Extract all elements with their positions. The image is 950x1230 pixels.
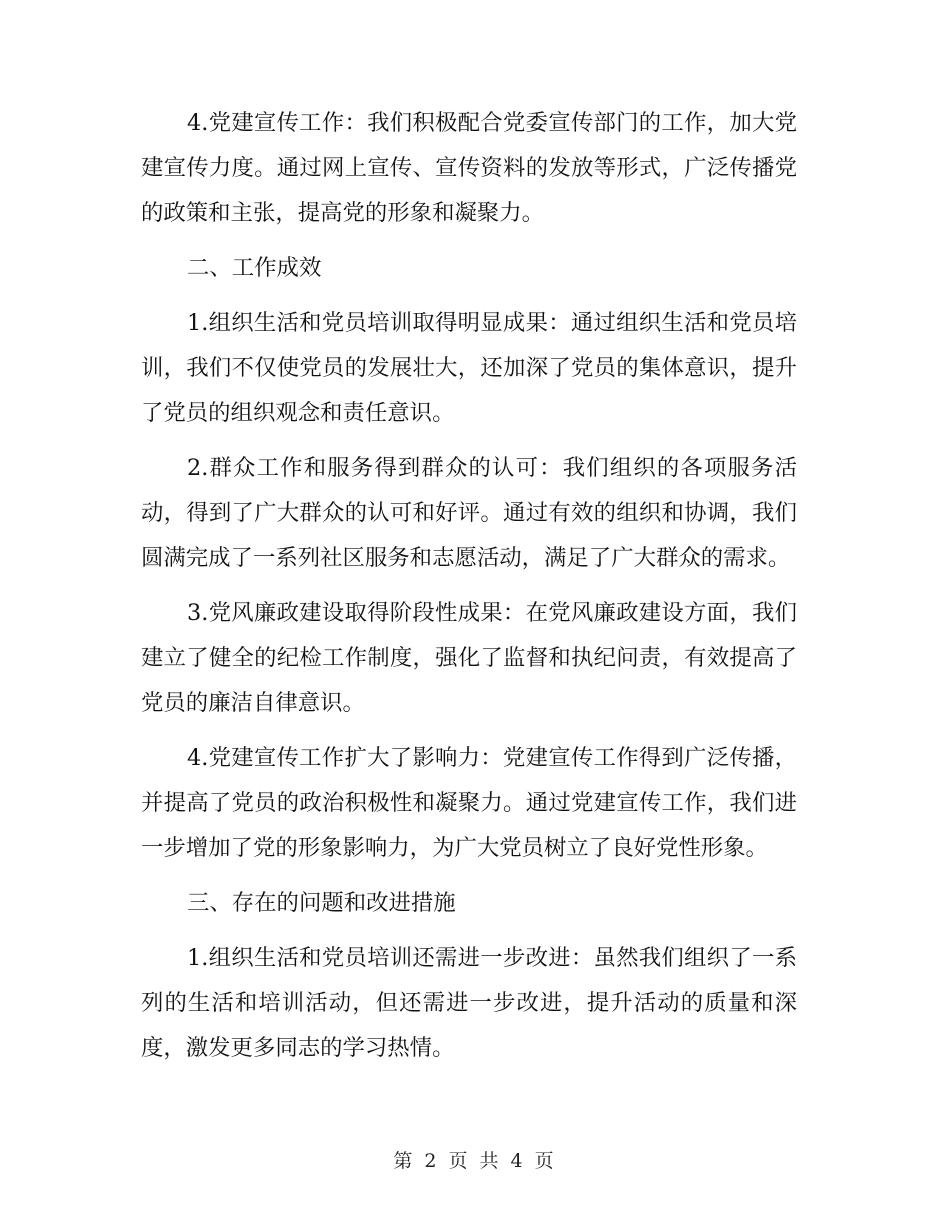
document-body	[141, 101, 797, 1071]
section-heading-problems: 三、存在的问题和改进措施	[187, 890, 456, 916]
paragraph-result-training: 1.组织生活和党员培训取得明显成果：通过组织生活和党员培训，我们不仅使党员的发展壮大，还加深了党员的集体意识，提升了党员的组织观念和责任意识。	[141, 310, 797, 426]
paragraph-propaganda-work: 4.党建宣传工作：我们积极配合党委宣传部门的工作，加大党建宣传力度。通过网上宣传、宣传资料的发放等形式，广泛传播党的政策和主张，提高党的形象和凝聚力。	[141, 110, 797, 226]
paragraph-result-propaganda: 4.党建宣传工作扩大了影响力：党建宣传工作得到广泛传播，并提高了党员的政治积极性和凝聚力。通过党建宣传工作，我们进一步增加了党的形象影响力，为广大党员树立了良好党性形象。	[141, 745, 797, 861]
page-number-footer: 第 2 页 共 4 页	[393, 1150, 557, 1172]
paragraph-problem-training: 1.组织生活和党员培训还需进一步改进：虽然我们组织了一系列的生活和培训活动，但还需进一步改进，提升活动的质量和深度，激发更多同志的学习热情。	[141, 945, 797, 1061]
paragraph-result-service: 2.群众工作和服务得到群众的认可：我们组织的各项服务活动，得到了广大群众的认可和好评。通过有效的组织和协调，我们圆满完成了一系列社区服务和志愿活动，满足了广大群众的需求。	[141, 455, 797, 571]
paragraph-result-integrity: 3.党风廉政建设取得阶段性成果：在党风廉政建设方面，我们建立了健全的纪检工作制度，强化了监督和执纪问责，有效提高了党员的廉洁自律意识。	[141, 600, 797, 716]
section-heading-results: 二、工作成效	[187, 255, 322, 281]
